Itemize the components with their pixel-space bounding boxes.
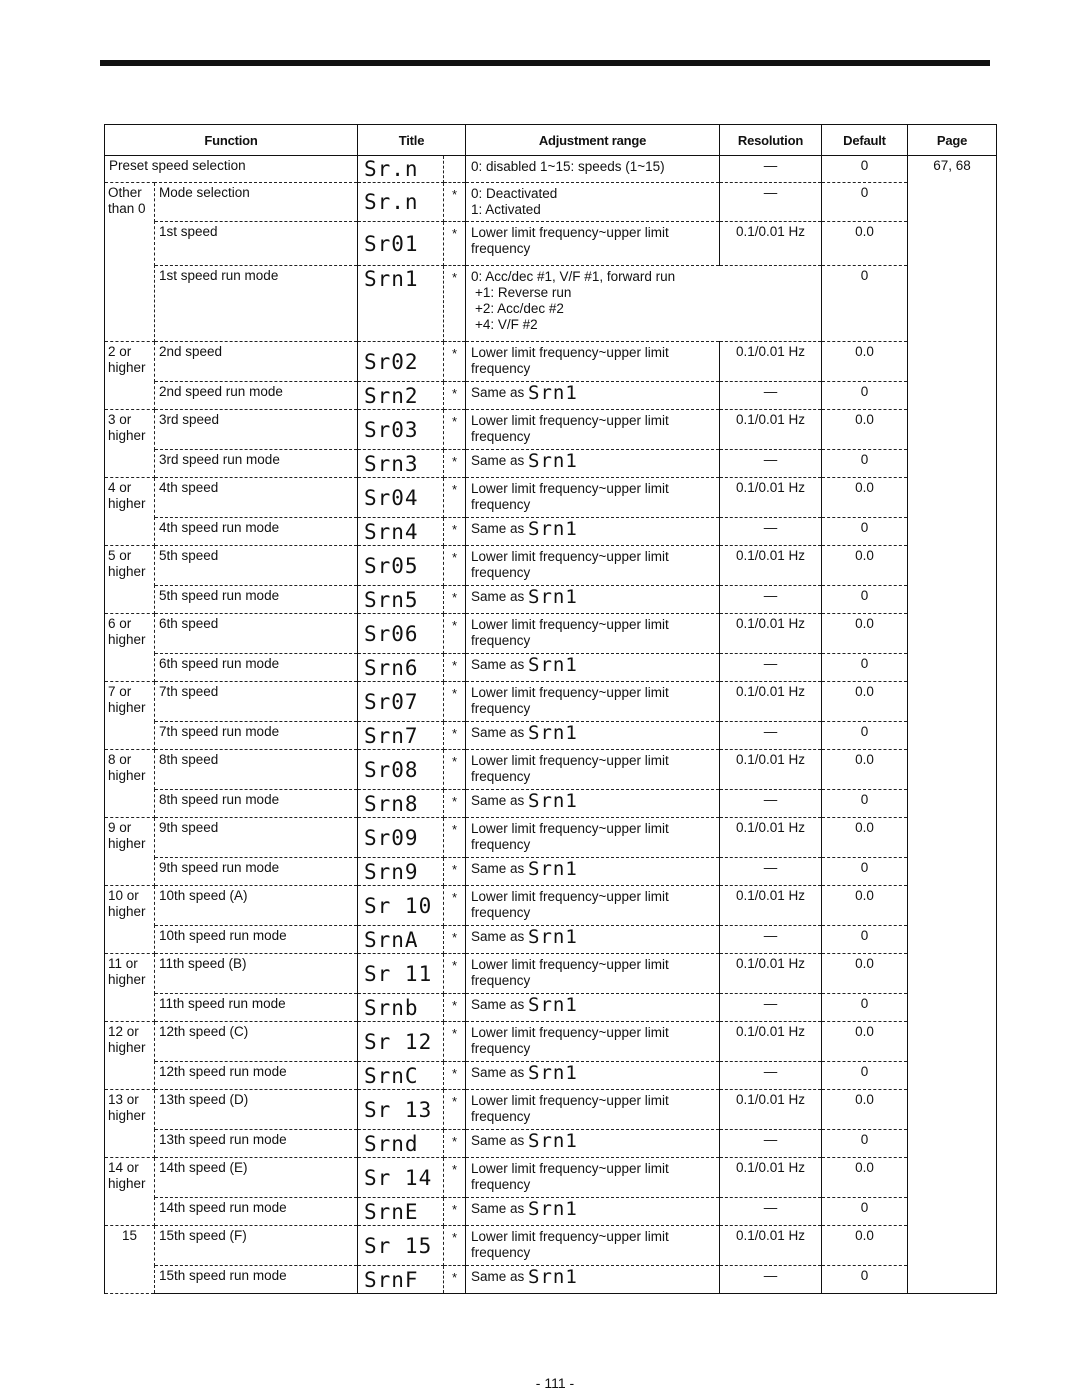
speed-4-mode-label: 4th speed run mode bbox=[155, 518, 358, 546]
speed-10-adjust: Lower limit frequency~upper limit frequency bbox=[466, 886, 720, 926]
speed-4-adjust: Lower limit frequency~upper limit frequency bbox=[466, 478, 720, 518]
speed-9-resolution: 0.1/0.01 Hz bbox=[720, 818, 822, 858]
speed-11-mode-title: Srnb bbox=[358, 994, 444, 1022]
same-as-code: Srn1 bbox=[528, 722, 578, 744]
speed-7-label: 7th speed bbox=[155, 682, 358, 722]
speed-15-condition: 15 bbox=[105, 1226, 155, 1294]
speed-10-mode-adjust bbox=[466, 926, 720, 954]
same-as-code: Srn1 bbox=[528, 1130, 578, 1152]
same-as-code: Srn1 bbox=[528, 1062, 578, 1084]
first-mode-adjust-line-1: 0: Acc/dec #1, V/F #1, forward run bbox=[471, 269, 676, 284]
speed-5-mode-default: 0 bbox=[822, 586, 908, 614]
speed-10-mode-row bbox=[105, 926, 997, 954]
speed-3-mode-resolution: — bbox=[720, 450, 822, 478]
speed-11-default: 0.0 bbox=[822, 954, 908, 994]
speed-5-mode-star: * bbox=[444, 586, 466, 614]
speed-8-star: * bbox=[444, 750, 466, 790]
speed-12-title: Sr 12 bbox=[358, 1022, 444, 1062]
speed-12-mode-resolution: — bbox=[720, 1062, 822, 1090]
header-row bbox=[105, 125, 997, 156]
same-as-code: Srn1 bbox=[528, 382, 578, 404]
speed-15-row bbox=[105, 1226, 997, 1266]
speed-7-condition: 7 or higher bbox=[105, 682, 155, 750]
first-speed-title: Sr01 bbox=[358, 222, 444, 266]
speed-3-adjust: Lower limit frequency~upper limit frequency bbox=[466, 410, 720, 450]
speed-7-mode-label: 7th speed run mode bbox=[155, 722, 358, 750]
speed-7-resolution: 0.1/0.01 Hz bbox=[720, 682, 822, 722]
speed-15-title: Sr 15 bbox=[358, 1226, 444, 1266]
speed-3-mode-row bbox=[105, 450, 997, 478]
speed-6-mode-resolution: — bbox=[720, 654, 822, 682]
same-as-code: Srn1 bbox=[528, 1198, 578, 1220]
parameter-table bbox=[104, 124, 997, 1294]
speed-7-row bbox=[105, 682, 997, 722]
speed-14-mode-resolution: — bbox=[720, 1198, 822, 1226]
speed-4-mode-row bbox=[105, 518, 997, 546]
speed-9-adjust: Lower limit frequency~upper limit frequency bbox=[466, 818, 720, 858]
speed-8-row bbox=[105, 750, 997, 790]
speed-6-mode-star: * bbox=[444, 654, 466, 682]
same-as-text: Same as bbox=[471, 929, 525, 944]
speed-10-mode-default: 0 bbox=[822, 926, 908, 954]
speed-13-default: 0.0 bbox=[822, 1090, 908, 1130]
speed-9-row bbox=[105, 818, 997, 858]
speed-9-mode-default: 0 bbox=[822, 858, 908, 886]
speed-2-label: 2nd speed bbox=[155, 342, 358, 382]
speed-9-title: Sr09 bbox=[358, 818, 444, 858]
speed-7-mode-title: Srn7 bbox=[358, 722, 444, 750]
speed-2-mode-resolution: — bbox=[720, 382, 822, 410]
speed-14-label: 14th speed (E) bbox=[155, 1158, 358, 1198]
first-speed-resolution: 0.1/0.01 Hz bbox=[720, 222, 822, 266]
mode-title: Sr.n bbox=[358, 183, 444, 222]
preset-row bbox=[105, 156, 997, 183]
speed-4-row bbox=[105, 478, 997, 518]
speed-13-mode-star: * bbox=[444, 1130, 466, 1158]
speed-5-default: 0.0 bbox=[822, 546, 908, 586]
speed-4-mode-default: 0 bbox=[822, 518, 908, 546]
speed-4-mode-resolution: — bbox=[720, 518, 822, 546]
speed-13-mode-default: 0 bbox=[822, 1130, 908, 1158]
speed-4-mode-title: Srn4 bbox=[358, 518, 444, 546]
speed-2-condition: 2 or higher bbox=[105, 342, 155, 410]
first-speed-star: * bbox=[444, 222, 466, 266]
speed-11-resolution: 0.1/0.01 Hz bbox=[720, 954, 822, 994]
preset-star bbox=[444, 156, 466, 183]
same-as-code: Srn1 bbox=[528, 858, 578, 880]
same-as-code: Srn1 bbox=[528, 518, 578, 540]
speed-3-condition: 3 or higher bbox=[105, 410, 155, 478]
speed-10-row bbox=[105, 886, 997, 926]
speed-7-title: Sr07 bbox=[358, 682, 444, 722]
speed-15-mode-row bbox=[105, 1266, 997, 1294]
mode-default: 0 bbox=[822, 183, 908, 222]
speed-2-resolution: 0.1/0.01 Hz bbox=[720, 342, 822, 382]
speed-8-title: Sr08 bbox=[358, 750, 444, 790]
speed-12-star: * bbox=[444, 1022, 466, 1062]
speed-12-mode-title: SrnC bbox=[358, 1062, 444, 1090]
speed-2-mode-label: 2nd speed run mode bbox=[155, 382, 358, 410]
speed-11-mode-resolution: — bbox=[720, 994, 822, 1022]
speed-9-condition: 9 or higher bbox=[105, 818, 155, 886]
mode-adjust-line-2: 1: Activated bbox=[471, 202, 541, 217]
same-as-text: Same as bbox=[471, 453, 525, 468]
speed-13-mode-row bbox=[105, 1130, 997, 1158]
speed-5-adjust: Lower limit frequency~upper limit frequency bbox=[466, 546, 720, 586]
speed-7-star: * bbox=[444, 682, 466, 722]
header-default: Default bbox=[822, 125, 908, 156]
speed-3-mode-title: Srn3 bbox=[358, 450, 444, 478]
speed-2-title: Sr02 bbox=[358, 342, 444, 382]
speed-6-mode-title: Srn6 bbox=[358, 654, 444, 682]
speed-11-mode-label: 11th speed run mode bbox=[155, 994, 358, 1022]
speed-5-star: * bbox=[444, 546, 466, 586]
speed-14-mode-adjust bbox=[466, 1198, 720, 1226]
speed-12-mode-row bbox=[105, 1062, 997, 1090]
speed-14-default: 0.0 bbox=[822, 1158, 908, 1198]
same-as-code: Srn1 bbox=[528, 926, 578, 948]
speed-12-mode-default: 0 bbox=[822, 1062, 908, 1090]
speed-13-adjust: Lower limit frequency~upper limit frequency bbox=[466, 1090, 720, 1130]
speed-2-mode-row bbox=[105, 382, 997, 410]
speed-3-title: Sr03 bbox=[358, 410, 444, 450]
speed-6-condition: 6 or higher bbox=[105, 614, 155, 682]
same-as-code: Srn1 bbox=[528, 994, 578, 1016]
speed-12-default: 0.0 bbox=[822, 1022, 908, 1062]
speed-4-mode-star: * bbox=[444, 518, 466, 546]
mode-star: * bbox=[444, 183, 466, 222]
speed-4-condition: 4 or higher bbox=[105, 478, 155, 546]
speed-4-default: 0.0 bbox=[822, 478, 908, 518]
first-speed-label: 1st speed bbox=[155, 222, 358, 266]
speed-5-mode-row bbox=[105, 586, 997, 614]
speed-9-star: * bbox=[444, 818, 466, 858]
speed-6-mode-label: 6th speed run mode bbox=[155, 654, 358, 682]
speed-6-mode-default: 0 bbox=[822, 654, 908, 682]
speed-15-default: 0.0 bbox=[822, 1226, 908, 1266]
mode-condition: Other than 0 bbox=[105, 183, 155, 342]
same-as-code: Srn1 bbox=[528, 790, 578, 812]
same-as-text: Same as bbox=[471, 861, 525, 876]
same-as-code: Srn1 bbox=[528, 654, 578, 676]
speed-2-default: 0.0 bbox=[822, 342, 908, 382]
speed-14-resolution: 0.1/0.01 Hz bbox=[720, 1158, 822, 1198]
speed-11-adjust: Lower limit frequency~upper limit frequency bbox=[466, 954, 720, 994]
speed-8-mode-default: 0 bbox=[822, 790, 908, 818]
speed-5-row bbox=[105, 546, 997, 586]
speed-12-mode-label: 12th speed run mode bbox=[155, 1062, 358, 1090]
speed-2-mode-title: Srn2 bbox=[358, 382, 444, 410]
speed-9-mode-star: * bbox=[444, 858, 466, 886]
mode-adjust-line-1: 0: Deactivated bbox=[471, 186, 558, 201]
mode-adjust bbox=[466, 183, 720, 222]
speed-5-title: Sr05 bbox=[358, 546, 444, 586]
speed-5-resolution: 0.1/0.01 Hz bbox=[720, 546, 822, 586]
speed-14-mode-row bbox=[105, 1198, 997, 1226]
speed-10-mode-label: 10th speed run mode bbox=[155, 926, 358, 954]
header-title: Title bbox=[358, 125, 466, 156]
speed-2-mode-star: * bbox=[444, 382, 466, 410]
speed-14-adjust: Lower limit frequency~upper limit frequency bbox=[466, 1158, 720, 1198]
speed-3-star: * bbox=[444, 410, 466, 450]
speed-11-condition: 11 or higher bbox=[105, 954, 155, 1022]
speed-8-resolution: 0.1/0.01 Hz bbox=[720, 750, 822, 790]
speed-3-default: 0.0 bbox=[822, 410, 908, 450]
speed-3-mode-default: 0 bbox=[822, 450, 908, 478]
speed-3-row bbox=[105, 410, 997, 450]
speed-13-label: 13th speed (D) bbox=[155, 1090, 358, 1130]
first-speed-adjust: Lower limit frequency~upper limit frequency bbox=[466, 222, 720, 266]
speed-11-star: * bbox=[444, 954, 466, 994]
mode-resolution: — bbox=[720, 183, 822, 222]
speed-9-default: 0.0 bbox=[822, 818, 908, 858]
speed-13-title: Sr 13 bbox=[358, 1090, 444, 1130]
speed-13-resolution: 0.1/0.01 Hz bbox=[720, 1090, 822, 1130]
top-rule bbox=[100, 60, 990, 66]
speed-12-condition: 12 or higher bbox=[105, 1022, 155, 1090]
speed-8-mode-star: * bbox=[444, 790, 466, 818]
preset-label: Preset speed selection bbox=[105, 156, 358, 183]
speed-3-resolution: 0.1/0.01 Hz bbox=[720, 410, 822, 450]
same-as-text: Same as bbox=[471, 997, 525, 1012]
first-speed-default: 0.0 bbox=[822, 222, 908, 266]
speed-6-default: 0.0 bbox=[822, 614, 908, 654]
speed-7-default: 0.0 bbox=[822, 682, 908, 722]
first-speed-row bbox=[105, 222, 997, 266]
speed-9-mode-resolution: — bbox=[720, 858, 822, 886]
speed-7-mode-row bbox=[105, 722, 997, 750]
same-as-text: Same as bbox=[471, 521, 525, 536]
speed-15-mode-label: 15th speed run mode bbox=[155, 1266, 358, 1294]
header-function: Function bbox=[105, 125, 358, 156]
speed-2-row bbox=[105, 342, 997, 382]
speed-10-title: Sr 10 bbox=[358, 886, 444, 926]
same-as-text: Same as bbox=[471, 1201, 525, 1216]
speed-15-mode-title: SrnF bbox=[358, 1266, 444, 1294]
speed-15-mode-adjust bbox=[466, 1266, 720, 1294]
speed-6-adjust: Lower limit frequency~upper limit frequency bbox=[466, 614, 720, 654]
speed-11-mode-row bbox=[105, 994, 997, 1022]
same-as-text: Same as bbox=[471, 589, 525, 604]
speed-10-label: 10th speed (A) bbox=[155, 886, 358, 926]
speed-5-mode-label: 5th speed run mode bbox=[155, 586, 358, 614]
speed-5-mode-title: Srn5 bbox=[358, 586, 444, 614]
speed-15-adjust: Lower limit frequency~upper limit frequency bbox=[466, 1226, 720, 1266]
same-as-text: Same as bbox=[471, 725, 525, 740]
same-as-text: Same as bbox=[471, 385, 525, 400]
speed-8-mode-label: 8th speed run mode bbox=[155, 790, 358, 818]
speed-10-condition: 10 or higher bbox=[105, 886, 155, 954]
speed-3-mode-label: 3rd speed run mode bbox=[155, 450, 358, 478]
speed-2-mode-default: 0 bbox=[822, 382, 908, 410]
preset-default: 0 bbox=[822, 156, 908, 183]
speed-13-star: * bbox=[444, 1090, 466, 1130]
speed-13-row bbox=[105, 1090, 997, 1130]
speed-7-adjust: Lower limit frequency~upper limit frequency bbox=[466, 682, 720, 722]
speed-6-mode-row bbox=[105, 654, 997, 682]
same-as-code: Srn1 bbox=[528, 1266, 578, 1288]
first-mode-label: 1st speed run mode bbox=[155, 266, 358, 342]
speed-11-row bbox=[105, 954, 997, 994]
speed-15-mode-star: * bbox=[444, 1266, 466, 1294]
speed-3-mode-star: * bbox=[444, 450, 466, 478]
speed-7-mode-star: * bbox=[444, 722, 466, 750]
speed-4-resolution: 0.1/0.01 Hz bbox=[720, 478, 822, 518]
speed-12-mode-star: * bbox=[444, 1062, 466, 1090]
preset-resolution: — bbox=[720, 156, 822, 183]
speed-10-mode-resolution: — bbox=[720, 926, 822, 954]
same-as-text: Same as bbox=[471, 1065, 525, 1080]
speed-11-title: Sr 11 bbox=[358, 954, 444, 994]
page-number: - 111 - bbox=[535, 1375, 575, 1391]
same-as-text: Same as bbox=[471, 1269, 525, 1284]
mode-row bbox=[105, 183, 997, 222]
speed-14-mode-star: * bbox=[444, 1198, 466, 1226]
speed-5-label: 5th speed bbox=[155, 546, 358, 586]
speed-14-star: * bbox=[444, 1158, 466, 1198]
speed-3-mode-adjust bbox=[466, 450, 720, 478]
speed-14-title: Sr 14 bbox=[358, 1158, 444, 1198]
speed-12-adjust: Lower limit frequency~upper limit frequency bbox=[466, 1022, 720, 1062]
same-as-text: Same as bbox=[471, 1133, 525, 1148]
speed-2-star: * bbox=[444, 342, 466, 382]
first-mode-default: 0 bbox=[822, 266, 908, 342]
speed-10-resolution: 0.1/0.01 Hz bbox=[720, 886, 822, 926]
speed-7-mode-resolution: — bbox=[720, 722, 822, 750]
speed-11-mode-adjust bbox=[466, 994, 720, 1022]
same-as-text: Same as bbox=[471, 657, 525, 672]
first-mode-row bbox=[105, 266, 997, 342]
speed-10-star: * bbox=[444, 886, 466, 926]
speed-14-mode-title: SrnE bbox=[358, 1198, 444, 1226]
header-resolution: Resolution bbox=[720, 125, 822, 156]
speed-12-label: 12th speed (C) bbox=[155, 1022, 358, 1062]
speed-4-label: 4th speed bbox=[155, 478, 358, 518]
speed-10-mode-title: SrnA bbox=[358, 926, 444, 954]
speed-4-mode-adjust bbox=[466, 518, 720, 546]
same-as-code: Srn1 bbox=[528, 450, 578, 472]
first-mode-title: Srn1 bbox=[358, 266, 444, 342]
speed-4-title: Sr04 bbox=[358, 478, 444, 518]
first-mode-adjust-line-2: +1: Reverse run bbox=[475, 285, 572, 300]
speed-6-star: * bbox=[444, 614, 466, 654]
speed-10-mode-star: * bbox=[444, 926, 466, 954]
speed-11-mode-star: * bbox=[444, 994, 466, 1022]
speed-7-mode-adjust bbox=[466, 722, 720, 750]
speed-13-mode-title: Srnd bbox=[358, 1130, 444, 1158]
speed-9-label: 9th speed bbox=[155, 818, 358, 858]
speed-5-condition: 5 or higher bbox=[105, 546, 155, 614]
speed-8-default: 0.0 bbox=[822, 750, 908, 790]
speed-14-condition: 14 or higher bbox=[105, 1158, 155, 1226]
speed-2-mode-adjust bbox=[466, 382, 720, 410]
speed-14-row bbox=[105, 1158, 997, 1198]
header-page: Page bbox=[908, 125, 997, 156]
speed-7-mode-default: 0 bbox=[822, 722, 908, 750]
speed-6-title: Sr06 bbox=[358, 614, 444, 654]
speed-12-row bbox=[105, 1022, 997, 1062]
speed-8-mode-adjust bbox=[466, 790, 720, 818]
first-mode-adjust-line-4: +4: V/F #2 bbox=[475, 317, 538, 332]
speed-13-mode-label: 13th speed run mode bbox=[155, 1130, 358, 1158]
speed-15-resolution: 0.1/0.01 Hz bbox=[720, 1226, 822, 1266]
speed-5-mode-resolution: — bbox=[720, 586, 822, 614]
same-as-text: Same as bbox=[471, 793, 525, 808]
speed-6-resolution: 0.1/0.01 Hz bbox=[720, 614, 822, 654]
speed-6-mode-adjust bbox=[466, 654, 720, 682]
speed-13-condition: 13 or higher bbox=[105, 1090, 155, 1158]
first-mode-adjust-line-3: +2: Acc/dec #2 bbox=[475, 301, 564, 316]
header-adjustment: Adjustment range bbox=[466, 125, 720, 156]
speed-8-mode-row bbox=[105, 790, 997, 818]
speed-15-mode-resolution: — bbox=[720, 1266, 822, 1294]
speed-9-mode-row bbox=[105, 858, 997, 886]
speed-12-resolution: 0.1/0.01 Hz bbox=[720, 1022, 822, 1062]
speed-15-mode-default: 0 bbox=[822, 1266, 908, 1294]
speed-5-mode-adjust bbox=[466, 586, 720, 614]
same-as-code: Srn1 bbox=[528, 586, 578, 608]
preset-adjust: 0: disabled 1~15: speeds (1~15) bbox=[466, 156, 720, 183]
page-reference: 67, 68 bbox=[908, 156, 997, 1294]
speed-14-mode-label: 14th speed run mode bbox=[155, 1198, 358, 1226]
speed-11-label: 11th speed (B) bbox=[155, 954, 358, 994]
speed-10-default: 0.0 bbox=[822, 886, 908, 926]
speed-11-mode-default: 0 bbox=[822, 994, 908, 1022]
speed-3-label: 3rd speed bbox=[155, 410, 358, 450]
speed-13-mode-resolution: — bbox=[720, 1130, 822, 1158]
preset-title: Sr.n bbox=[358, 156, 444, 183]
speed-2-adjust: Lower limit frequency~upper limit frequency bbox=[466, 342, 720, 382]
speed-4-star: * bbox=[444, 478, 466, 518]
speed-9-mode-title: Srn9 bbox=[358, 858, 444, 886]
speed-9-mode-label: 9th speed run mode bbox=[155, 858, 358, 886]
speed-8-label: 8th speed bbox=[155, 750, 358, 790]
first-mode-star: * bbox=[444, 266, 466, 342]
speed-14-mode-default: 0 bbox=[822, 1198, 908, 1226]
speed-8-mode-resolution: — bbox=[720, 790, 822, 818]
speed-8-mode-title: Srn8 bbox=[358, 790, 444, 818]
speed-8-adjust: Lower limit frequency~upper limit frequency bbox=[466, 750, 720, 790]
speed-15-label: 15th speed (F) bbox=[155, 1226, 358, 1266]
mode-label: Mode selection bbox=[155, 183, 358, 222]
speed-12-mode-adjust bbox=[466, 1062, 720, 1090]
speed-6-row bbox=[105, 614, 997, 654]
speed-15-star: * bbox=[444, 1226, 466, 1266]
first-mode-adjust bbox=[466, 266, 822, 342]
speed-9-mode-adjust bbox=[466, 858, 720, 886]
speed-6-label: 6th speed bbox=[155, 614, 358, 654]
speed-8-condition: 8 or higher bbox=[105, 750, 155, 818]
speed-13-mode-adjust bbox=[466, 1130, 720, 1158]
